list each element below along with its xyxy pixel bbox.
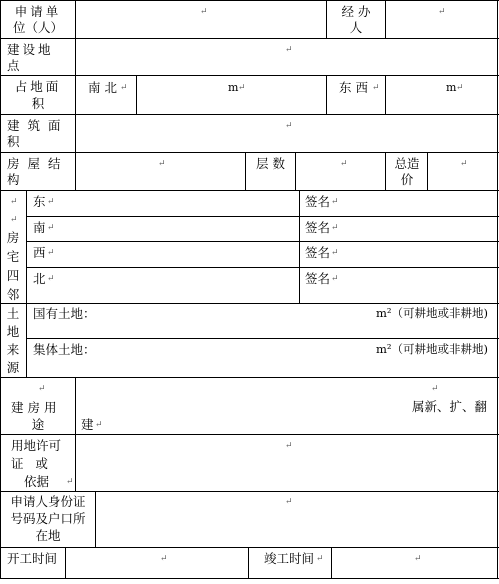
paragraph-mark: ↵ — [285, 441, 293, 451]
structure-label-cont: 构 — [7, 172, 20, 187]
handler-label-cont: 人 — [349, 20, 363, 35]
cost-label: 总造 — [394, 156, 420, 171]
table-line — [295, 152, 296, 190]
table-line — [65, 547, 66, 579]
start-date-label: 开工时间 — [7, 551, 58, 566]
area-label: 占地面 — [14, 79, 62, 94]
table-line — [427, 152, 428, 190]
paragraph-mark: ↵ — [38, 384, 46, 394]
end-date-label: 竣工时间 — [264, 551, 315, 566]
table-line — [95, 491, 96, 547]
sign-label-south: 签名 — [305, 220, 331, 235]
table-line — [0, 303, 499, 304]
table-line — [26, 216, 499, 217]
paragraph-mark: ↵ — [414, 554, 422, 564]
site-label-cont: 点 — [7, 58, 20, 73]
building-area-label: 建 筑 面 — [7, 118, 63, 133]
paragraph-mark: ↵ — [158, 159, 166, 169]
purpose-type-cont: 建 — [81, 417, 94, 432]
state-land-label: 国有土地： — [33, 306, 96, 321]
collective-land-unit: m²（可耕地或非耕地) — [376, 342, 489, 356]
paragraph-mark: ↵ — [456, 83, 464, 93]
ns-label: 南 北 — [88, 80, 117, 95]
land-source-title-char: 地 — [6, 324, 20, 339]
table-line — [326, 75, 327, 114]
land-source-title-char: 来 — [6, 342, 20, 357]
paragraph-mark: ↵ — [66, 477, 74, 487]
handler-label: 经 办 — [341, 4, 371, 19]
purpose-type-text: 属新、扩、翻 — [412, 399, 488, 414]
table-line — [0, 547, 499, 548]
permit-label-cont: 证 或 — [11, 456, 48, 471]
table-line — [26, 338, 499, 339]
paragraph-mark: ↵ — [47, 223, 55, 233]
table-line — [385, 0, 386, 38]
site-label: 建设地 — [7, 42, 54, 57]
neighbors-title-char: 四 — [6, 268, 20, 283]
paragraph-mark: ↵ — [316, 554, 324, 564]
table-line — [0, 0, 1, 579]
sign-label-east: 签名 — [305, 194, 331, 209]
neighbor-east-label: 东 — [33, 194, 46, 209]
paragraph-mark: ↵ — [47, 197, 55, 207]
ns-unit: m — [228, 81, 239, 94]
table-line — [385, 152, 386, 190]
paragraph-mark: ↵ — [47, 248, 55, 258]
paragraph-mark: ↵ — [200, 7, 208, 17]
cost-label-cont: 价 — [400, 172, 414, 187]
paragraph-mark: ↵ — [331, 223, 339, 233]
table-line — [0, 190, 499, 191]
table-line — [26, 190, 27, 377]
paragraph-mark: ↵ — [372, 83, 380, 93]
paragraph-mark: ↵ — [238, 83, 246, 93]
table-line — [245, 152, 246, 190]
permit-label: 用地许可 — [11, 438, 62, 453]
table-line — [75, 0, 76, 190]
id-info-label-cont: 号码及户口所 — [10, 511, 86, 526]
neighbor-west-label: 西 — [33, 245, 46, 260]
purpose-label: 建 房 用 — [11, 400, 57, 415]
table-line — [75, 377, 76, 491]
table-line — [26, 267, 499, 268]
ew-unit: m — [446, 81, 457, 94]
land-source-title-char: 源 — [6, 360, 20, 375]
paragraph-mark: ↵ — [285, 497, 293, 507]
table-line — [299, 190, 300, 303]
table-line — [248, 547, 249, 579]
table-line — [0, 578, 499, 579]
floors-label: 层 数 — [256, 156, 285, 171]
applicant-label: 申请单 — [14, 4, 62, 19]
paragraph-mark: ↵ — [331, 248, 339, 258]
ew-label: 东 西 — [339, 80, 368, 95]
neighbor-north-label: 北 — [33, 271, 46, 286]
table-line — [0, 491, 499, 492]
paragraph-mark: ↵ — [95, 420, 103, 430]
paragraph-mark: ↵ — [10, 197, 18, 207]
paragraph-mark: ↵ — [285, 121, 293, 131]
neighbors-title-char: 房 — [6, 230, 20, 245]
paragraph-mark: ↵ — [331, 197, 339, 207]
id-info-label-cont2: 在地 — [35, 528, 61, 543]
paragraph-mark: ↵ — [10, 215, 18, 225]
state-land-unit: m²（可耕地或非耕地) — [376, 306, 489, 320]
paragraph-mark: ↵ — [120, 83, 128, 93]
table-line — [26, 241, 499, 242]
table-line — [136, 75, 137, 114]
structure-label: 房 屋 结 — [7, 156, 63, 171]
land-source-title-char: 土 — [6, 306, 20, 321]
permit-label-cont2: 依据 — [24, 474, 50, 489]
collective-land-label: 集体土地： — [33, 342, 96, 357]
purpose-label-cont: 途 — [31, 417, 45, 432]
table-line — [331, 547, 332, 579]
paragraph-mark: ↵ — [460, 159, 468, 169]
paragraph-mark: ↵ — [160, 554, 168, 564]
neighbor-south-label: 南 — [33, 220, 46, 235]
neighbors-title-char: 邻 — [6, 287, 20, 302]
paragraph-mark: ↵ — [47, 274, 55, 284]
applicant-label-cont: 位（人） — [12, 20, 63, 35]
table-line — [497, 0, 498, 579]
table-line — [385, 75, 386, 114]
paragraph-mark: ↵ — [331, 274, 339, 284]
paragraph-mark: ↵ — [340, 159, 348, 169]
area-label-cont: 积 — [31, 96, 45, 111]
neighbors-title-char: 宅 — [6, 249, 20, 264]
sign-label-north: 签名 — [305, 271, 331, 286]
table-line — [326, 0, 327, 38]
building-area-label-cont: 积 — [7, 134, 20, 149]
paragraph-mark: ↵ — [438, 7, 446, 17]
paragraph-mark: ↵ — [431, 384, 439, 394]
id-info-label: 申请人身份证 — [10, 494, 86, 509]
sign-label-west: 签名 — [305, 245, 331, 260]
paragraph-mark: ↵ — [285, 45, 293, 55]
